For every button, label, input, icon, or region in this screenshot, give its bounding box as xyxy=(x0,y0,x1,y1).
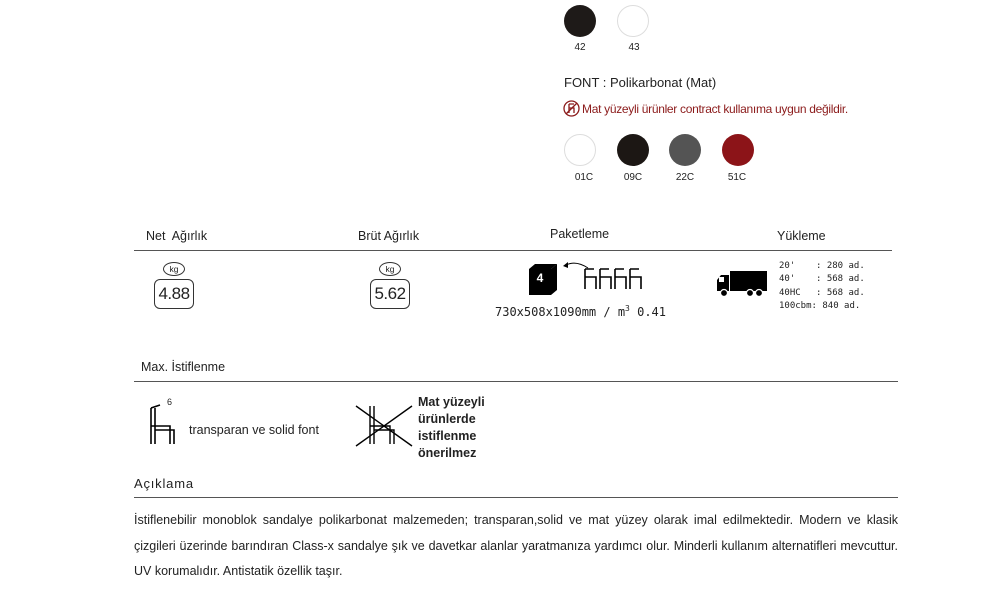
swatch-code-01C: 01C xyxy=(574,172,594,183)
description-divider xyxy=(134,497,898,498)
loading-container: 100cbm xyxy=(779,301,812,311)
loading-row-40hc xyxy=(779,287,865,300)
mat-warning-line: Mat yüzeyli xyxy=(418,395,485,409)
package-dimensions xyxy=(495,304,666,319)
swatch-51C xyxy=(722,134,754,166)
no-stack-chair-icon xyxy=(354,400,414,448)
stacking-header: Max. İstiflenme xyxy=(141,360,226,374)
swatch-code-22C: 22C xyxy=(675,172,695,183)
stacking-divider xyxy=(134,381,898,382)
package-volume-text: 0.41 xyxy=(629,305,666,319)
loading-qty: : 568 ad. xyxy=(816,288,865,298)
swatch-22C xyxy=(669,134,701,166)
swatch-code-42: 42 xyxy=(574,42,586,53)
spec-header-divider xyxy=(134,250,892,251)
stacked-chairs-icon xyxy=(583,267,645,291)
stack-note: transparan ve solid font xyxy=(189,423,319,437)
gross-weight-kg-tag: kg xyxy=(379,262,401,276)
net-weight-header: Net Ağırlık xyxy=(146,229,208,243)
packaging-header: Paketleme xyxy=(550,227,610,241)
description-heading: Açıklama xyxy=(134,476,194,491)
gross-weight-header: Brüt Ağırlık xyxy=(358,229,420,243)
swatch-code-43: 43 xyxy=(628,42,640,53)
loading-row-100cbm xyxy=(779,300,860,313)
loading-row-20 xyxy=(779,260,865,273)
package-dims-text: 730x508x1090mm / m xyxy=(495,305,626,319)
net-weight-value: 4.88 xyxy=(154,279,194,309)
loading-container: 20' xyxy=(779,261,796,271)
swatch-09C xyxy=(617,134,649,166)
description-paragraph: İstiflenebilir monoblok sandalye polikarbonat malzemeden; transparan,solid ve mat yüzey olarak imal edilmektedir. Modern ve klasik çizgileri üzerinde barındıran Class-x sandalye şık ve davetkar alanlar yaratmanıza yardımcı olur. xyxy=(134,513,898,553)
mat-warning-line: istiflenme xyxy=(418,429,477,443)
loading-qty: : 568 ad. xyxy=(816,274,865,284)
stack-count: 6 xyxy=(167,397,173,407)
font-material-label: FONT : Polikarbonat (Mat) xyxy=(564,75,717,90)
stack-chair-icon xyxy=(148,404,184,446)
description-paragraph: Minderli kullanım alternatifleri mevcuttur. UV korumalıdır. Antistatik özellik taşır. xyxy=(134,538,902,578)
swatch-43 xyxy=(617,5,649,37)
loading-container: 40' xyxy=(779,274,796,284)
mat-warning-line: önerilmez xyxy=(418,446,477,460)
description-text xyxy=(134,508,902,585)
swatch-code-09C: 09C xyxy=(623,172,643,183)
swatch-code-51C: 51C xyxy=(727,172,747,183)
loading-container: 40HC xyxy=(779,288,801,298)
swatch-01C xyxy=(564,134,596,166)
swatch-42 xyxy=(564,5,596,37)
gross-weight-value: 5.62 xyxy=(370,279,410,309)
mat-stacking-warning xyxy=(418,394,485,462)
package-box-count: 4 xyxy=(536,271,544,285)
loading-qty: : 280 ad. xyxy=(816,261,865,271)
truck-icon xyxy=(716,270,768,298)
loading-row-40 xyxy=(779,273,865,286)
package-dims-sup: 3 xyxy=(625,304,630,313)
loading-header: Yükleme xyxy=(777,229,826,243)
net-weight-kg-tag: kg xyxy=(163,262,185,276)
contract-warning-text: Mat yüzeyli ürünler contract kullanıma uygun değildir. xyxy=(582,102,848,116)
contract-warning-icon xyxy=(563,100,580,117)
loading-qty: : 840 ad. xyxy=(811,301,861,311)
mat-warning-line: ürünlerde xyxy=(418,412,476,426)
